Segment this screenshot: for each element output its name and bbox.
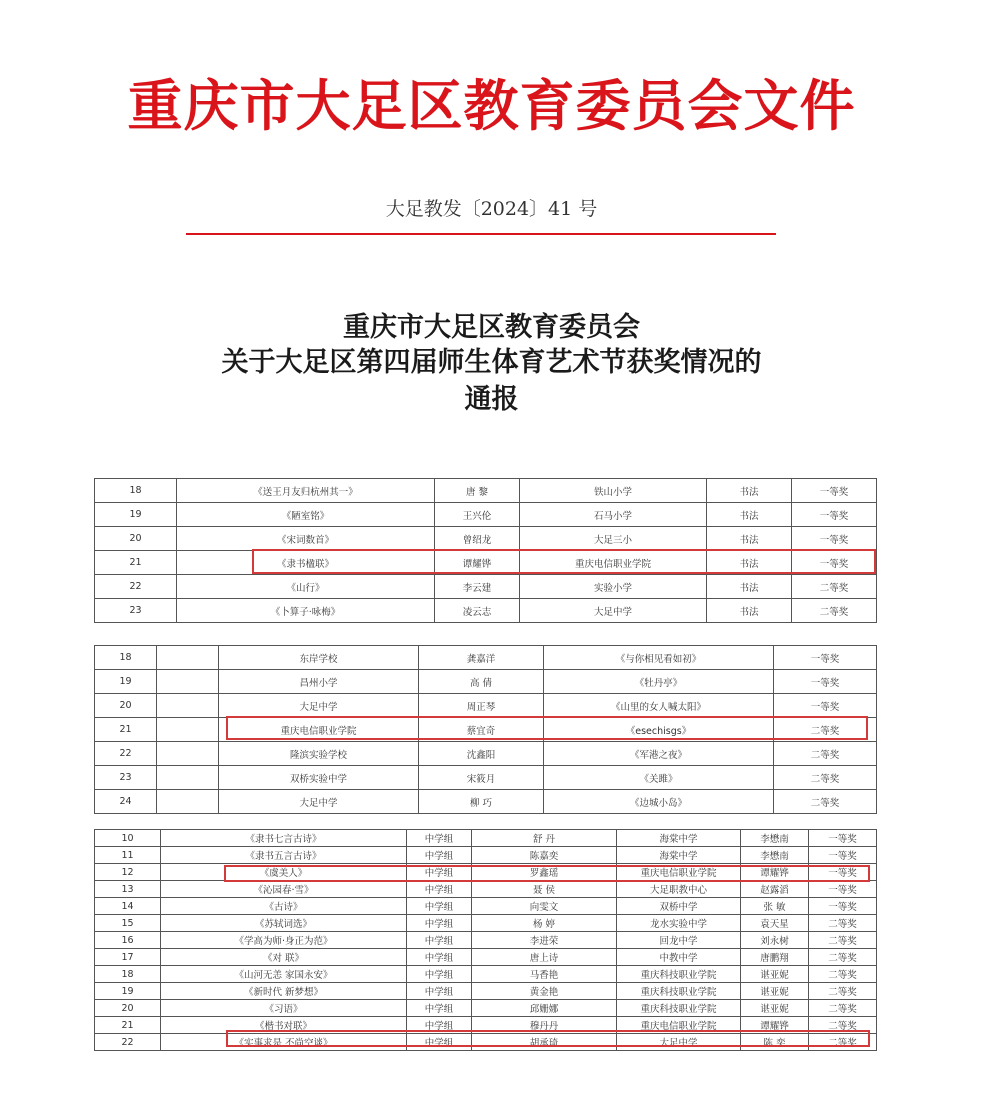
table-cell: 中学组 [407, 1017, 472, 1034]
red-divider-line [186, 233, 776, 235]
table-cell: 24 [95, 790, 157, 814]
table-cell: 书法 [707, 503, 792, 527]
table-cell: 中学组 [407, 932, 472, 949]
table-cell: 《实事求是 不尚空谈》 [161, 1034, 407, 1051]
table-cell: 陈嘉奕 [472, 847, 617, 864]
table-cell: 石马小学 [520, 503, 707, 527]
table-cell: 高 倩 [419, 670, 544, 694]
table-cell: 《关雎》 [544, 766, 774, 790]
table-cell: 《对 联》 [161, 949, 407, 966]
table-cell: 一等奖 [774, 646, 877, 670]
table-cell: 二等奖 [809, 949, 877, 966]
table-cell: 《隶书七言古诗》 [161, 830, 407, 847]
table-cell: 邱姗娜 [472, 1000, 617, 1017]
table-cell: 《虞美人》 [161, 864, 407, 881]
table-cell: 大足中学 [520, 599, 707, 623]
table-cell: 刘永树 [741, 932, 809, 949]
table-cell: 龚嘉洋 [419, 646, 544, 670]
table-cell: 二等奖 [809, 983, 877, 1000]
table-cell: 杨 婷 [472, 915, 617, 932]
table-cell: 中学组 [407, 898, 472, 915]
table-cell [157, 766, 219, 790]
table-row [95, 915, 877, 932]
table-cell: 沈鑫阳 [419, 742, 544, 766]
table-cell: 《沁园春·雪》 [161, 881, 407, 898]
table-cell: 谌亚妮 [741, 983, 809, 1000]
table-cell: 一等奖 [774, 694, 877, 718]
table-cell: 书法 [707, 599, 792, 623]
table-cell: 22 [95, 575, 177, 599]
table-cell: 一等奖 [792, 503, 877, 527]
table-cell: 《隶书五言古诗》 [161, 847, 407, 864]
table-cell: 《边城小岛》 [544, 790, 774, 814]
table-cell: 李懋南 [741, 830, 809, 847]
table-row [95, 830, 877, 847]
table-cell: 《新时代 新梦想》 [161, 983, 407, 1000]
table-cell: 《苏轼词选》 [161, 915, 407, 932]
table-cell: 19 [95, 503, 177, 527]
table-row [95, 898, 877, 915]
table-cell: 15 [95, 915, 161, 932]
table-cell: 重庆电信职业学院 [617, 864, 741, 881]
table-cell: 马香艳 [472, 966, 617, 983]
table-cell: 黄金艳 [472, 983, 617, 1000]
table-cell: 13 [95, 881, 161, 898]
table-row [95, 1000, 877, 1017]
table-cell: 罗鑫瑶 [472, 864, 617, 881]
table-cell: 《学高为师·身正为范》 [161, 932, 407, 949]
table-row [95, 1017, 877, 1034]
table-cell [157, 694, 219, 718]
table-row [95, 527, 877, 551]
table-cell: 书法 [707, 527, 792, 551]
table-cell: 谌亚妮 [741, 966, 809, 983]
table-row [95, 599, 877, 623]
table-row [95, 718, 877, 742]
table-row [95, 949, 877, 966]
document-number: 大足教发〔2024〕41 号 [385, 198, 598, 220]
table-cell: 二等奖 [792, 599, 877, 623]
table-cell: 中学组 [407, 949, 472, 966]
table-cell: 二等奖 [809, 966, 877, 983]
table-row [95, 966, 877, 983]
document-masthead: 重庆市大足区教育委员会文件 [127, 73, 856, 138]
table-row [95, 932, 877, 949]
table-row [95, 864, 877, 881]
table-cell [157, 718, 219, 742]
table-cell: 中学组 [407, 966, 472, 983]
table-cell: 18 [95, 479, 177, 503]
table-cell: 一等奖 [774, 670, 877, 694]
table-cell: 《隶书楹联》 [177, 551, 435, 575]
table-cell: 12 [95, 864, 161, 881]
table-cell: 10 [95, 830, 161, 847]
table-cell: 周正琴 [419, 694, 544, 718]
table-cell: 唐鹏翔 [741, 949, 809, 966]
table-cell: 19 [95, 670, 157, 694]
table-cell: 19 [95, 983, 161, 1000]
table-cell [157, 742, 219, 766]
table-cell: 22 [95, 742, 157, 766]
table-cell: 书法 [707, 575, 792, 599]
table-row [95, 694, 877, 718]
award-table-calligraphy-students [94, 829, 877, 1051]
table-cell: 曾绍龙 [435, 527, 520, 551]
table-cell: 《山里的女人喊太阳》 [544, 694, 774, 718]
table-cell: 海棠中学 [617, 830, 741, 847]
table-cell: 穆丹丹 [472, 1017, 617, 1034]
table-cell: 14 [95, 898, 161, 915]
table-cell: 二等奖 [774, 718, 877, 742]
table-cell: 二等奖 [792, 575, 877, 599]
table-cell: 胡承琦 [472, 1034, 617, 1051]
table-row [95, 742, 877, 766]
table-cell: 《esechisgs》 [544, 718, 774, 742]
document-title-line-3: 通报 [464, 384, 519, 415]
table-cell: 中学组 [407, 1034, 472, 1051]
table-cell: 《山行》 [177, 575, 435, 599]
table-cell: 大足中学 [219, 694, 419, 718]
table-cell: 中学组 [407, 1000, 472, 1017]
table-cell: 书法 [707, 551, 792, 575]
table-cell: 22 [95, 1034, 161, 1051]
table-cell: 重庆电信职业学院 [520, 551, 707, 575]
table-cell: 赵露滔 [741, 881, 809, 898]
table-cell: 谭耀铧 [741, 864, 809, 881]
table-cell: 谭耀铧 [435, 551, 520, 575]
table-cell: 二等奖 [774, 742, 877, 766]
table-cell: 18 [95, 966, 161, 983]
table-cell: 昌州小学 [219, 670, 419, 694]
table-cell: 17 [95, 949, 161, 966]
table-row [95, 983, 877, 1000]
table-cell: 一等奖 [792, 479, 877, 503]
award-table-calligraphy-teachers [94, 478, 877, 623]
table-row [95, 670, 877, 694]
table-row [95, 766, 877, 790]
table-cell: 《军港之夜》 [544, 742, 774, 766]
table-cell: 《陋室铭》 [177, 503, 435, 527]
table-cell: 大足中学 [219, 790, 419, 814]
table-cell: 18 [95, 646, 157, 670]
table-cell: 20 [95, 694, 157, 718]
table-cell: 中学组 [407, 915, 472, 932]
table-cell: 李云建 [435, 575, 520, 599]
table-cell: 中学组 [407, 881, 472, 898]
table-cell: 16 [95, 932, 161, 949]
table-cell: 中学组 [407, 983, 472, 1000]
table-cell: 11 [95, 847, 161, 864]
table-cell: 23 [95, 599, 177, 623]
table-cell: 大足三小 [520, 527, 707, 551]
table-cell: 聂 侯 [472, 881, 617, 898]
table-row [95, 646, 877, 670]
table-cell: 一等奖 [809, 847, 877, 864]
table-row [95, 881, 877, 898]
table-cell: 20 [95, 1000, 161, 1017]
table-cell: 海棠中学 [617, 847, 741, 864]
table-cell: 大足中学 [617, 1034, 741, 1051]
table-cell: 双桥实验中学 [219, 766, 419, 790]
table-cell: 《宋词数首》 [177, 527, 435, 551]
table-cell: 龙水实验中学 [617, 915, 741, 932]
table-cell: 二等奖 [809, 915, 877, 932]
table-cell: 《习语》 [161, 1000, 407, 1017]
table-cell: 一等奖 [809, 864, 877, 881]
document-title-line-1: 重庆市大足区教育委员会 [343, 312, 640, 343]
table-row [95, 790, 877, 814]
table-cell [157, 790, 219, 814]
table-cell: 张 敏 [741, 898, 809, 915]
table-cell: 21 [95, 1017, 161, 1034]
table-cell: 王兴伦 [435, 503, 520, 527]
table-row [95, 551, 877, 575]
table-row [95, 479, 877, 503]
table-cell: 中教中学 [617, 949, 741, 966]
table-cell: 谭耀铧 [741, 1017, 809, 1034]
table-cell: 二等奖 [774, 766, 877, 790]
award-table-vocal [94, 645, 877, 814]
table-cell: 中学组 [407, 847, 472, 864]
table-cell: 回龙中学 [617, 932, 741, 949]
table-cell: 一等奖 [792, 551, 877, 575]
table-cell: 一等奖 [792, 527, 877, 551]
table-cell: 二等奖 [774, 790, 877, 814]
table-cell: 二等奖 [809, 1034, 877, 1051]
table-cell: 宋筱月 [419, 766, 544, 790]
table-cell: 实验小学 [520, 575, 707, 599]
table-cell: 书法 [707, 479, 792, 503]
table-cell: 陈 奕 [741, 1034, 809, 1051]
table-cell: 《古诗》 [161, 898, 407, 915]
table-cell: 重庆科技职业学院 [617, 966, 741, 983]
table-cell: 李懋南 [741, 847, 809, 864]
table-cell [157, 670, 219, 694]
table-cell: 柳 巧 [419, 790, 544, 814]
document-title-line-2: 关于大足区第四届师生体育艺术节获奖情况的 [221, 347, 762, 378]
table-cell: 《卜算子·咏梅》 [177, 599, 435, 623]
table-cell: 唐 黎 [435, 479, 520, 503]
table-cell: 凌云志 [435, 599, 520, 623]
table-cell: 一等奖 [809, 881, 877, 898]
table-cell: 21 [95, 551, 177, 575]
table-cell: 谌亚妮 [741, 1000, 809, 1017]
table-cell: 大足职教中心 [617, 881, 741, 898]
table-cell: 20 [95, 527, 177, 551]
table-cell: 铁山小学 [520, 479, 707, 503]
table-cell: 唐上诗 [472, 949, 617, 966]
table-cell: 《送王月友归杭州其一》 [177, 479, 435, 503]
table-cell: 蔡宜奇 [419, 718, 544, 742]
table-cell: 《牡丹亭》 [544, 670, 774, 694]
table-cell: 二等奖 [809, 1000, 877, 1017]
table-cell: 二等奖 [809, 932, 877, 949]
table-cell: 21 [95, 718, 157, 742]
table-cell: 一等奖 [809, 830, 877, 847]
table-row [95, 847, 877, 864]
table-cell: 重庆科技职业学院 [617, 983, 741, 1000]
table-cell: 重庆电信职业学院 [617, 1017, 741, 1034]
table-cell: 隆滨实验学校 [219, 742, 419, 766]
table-cell: 重庆科技职业学院 [617, 1000, 741, 1017]
table-cell: 袁天星 [741, 915, 809, 932]
table-cell: 中学组 [407, 864, 472, 881]
table-cell: 李进荣 [472, 932, 617, 949]
table-cell: 《与你相见看如初》 [544, 646, 774, 670]
table-cell: 双桥中学 [617, 898, 741, 915]
table-cell: 中学组 [407, 830, 472, 847]
table-row [95, 503, 877, 527]
table-row [95, 1034, 877, 1051]
table-cell: 舒 丹 [472, 830, 617, 847]
table-cell: 重庆电信职业学院 [219, 718, 419, 742]
table-row [95, 575, 877, 599]
table-cell: 一等奖 [809, 898, 877, 915]
table-cell: 23 [95, 766, 157, 790]
table-cell: 《山河无恙 家国永安》 [161, 966, 407, 983]
table-cell: 东岸学校 [219, 646, 419, 670]
table-cell: 向雯文 [472, 898, 617, 915]
table-cell: 二等奖 [809, 1017, 877, 1034]
table-cell [157, 646, 219, 670]
table-cell: 《楷书对联》 [161, 1017, 407, 1034]
